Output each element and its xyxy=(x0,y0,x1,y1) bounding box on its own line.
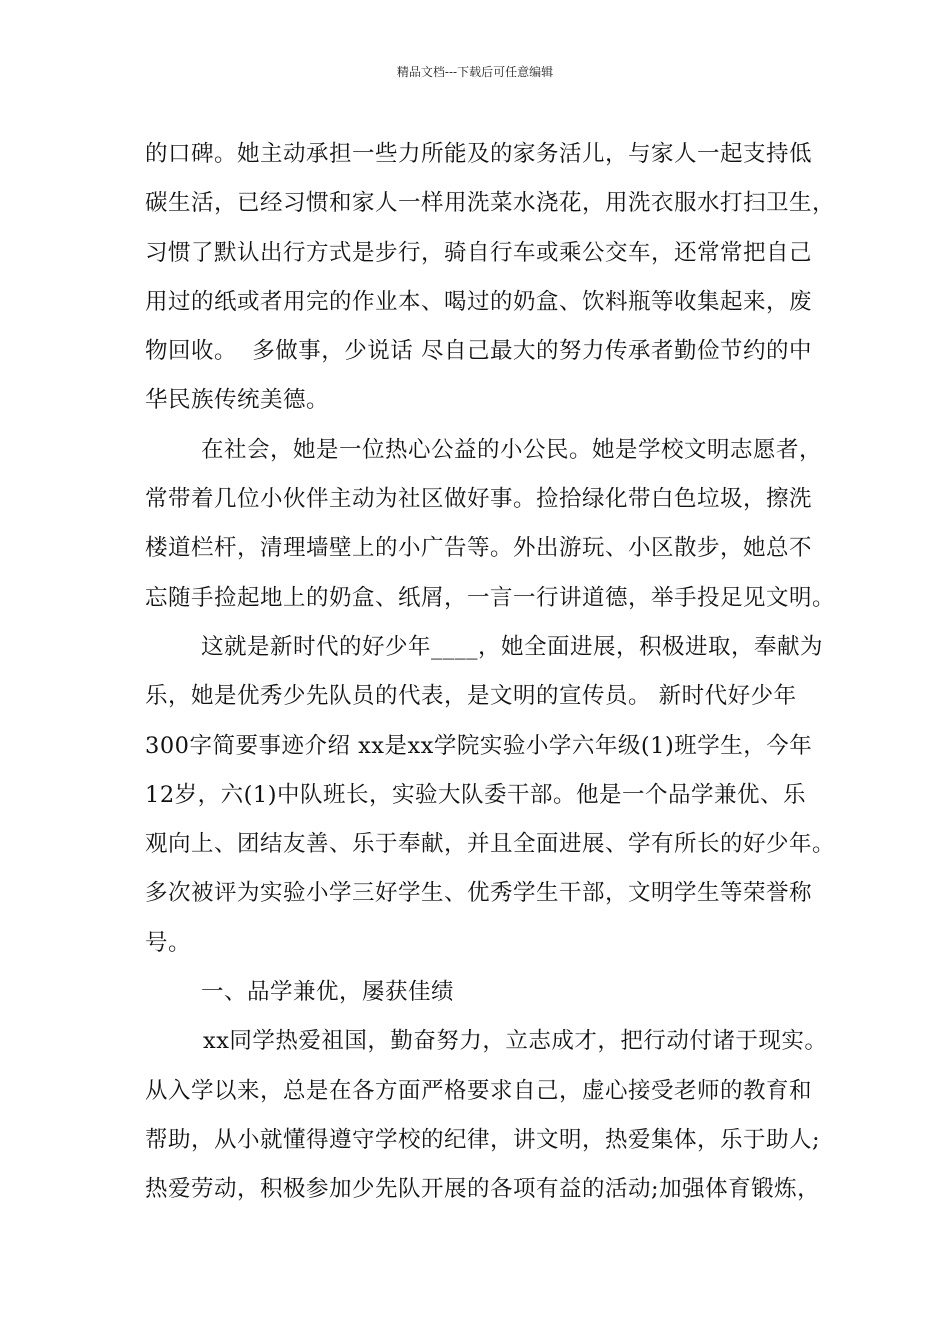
text-line: 华民族传统美德。 xyxy=(145,387,330,414)
text-line: 常带着几位小伙伴主动为社区做好事。捡拾绿化带白色垃圾，擦洗 xyxy=(145,486,813,513)
text-line: 帮助，从小就懂得遵守学校的纪律，讲文明，热爱集体，乐于助人; xyxy=(145,1126,821,1153)
text-line: 用过的纸或者用完的作业本、喝过的奶盒、饮料瓶等收集起来，废 xyxy=(145,288,813,315)
text-line: 物回收。 多做事，少说话 尽自己最大的努力传承者勤俭节约的中 xyxy=(145,338,812,365)
text-line: 习惯了默认出行方式是步行，骑自行车或乘公交车，还常常把自己 xyxy=(145,239,813,266)
page-header: 精品文档---下载后可任意编辑 xyxy=(396,65,554,79)
text-line: 的口碑。她主动承担一些力所能及的家务活儿，与家人一起支持低 xyxy=(145,141,813,167)
text-line: 号。 xyxy=(145,929,192,956)
document-body xyxy=(145,130,836,1215)
text-line: 多次被评为实验小学三好学生、优秀学生干部，文明学生等荣誉称 xyxy=(145,880,813,907)
text-line: 热爱劳动，积极参加少先队开展的各项有益的活动;加强体育锻炼， xyxy=(145,1176,821,1203)
text-line: 忘随手捡起地上的奶盒、纸屑，一言一行讲道德，举手投足见文明。 xyxy=(145,584,836,611)
text-line: 300字简要事迹介绍 xx是xx学院实验小学六年级(1)班学生，今年 xyxy=(145,732,813,759)
paragraph-start-line: xx同学热爱祖国，勤奋努力，立志成才，把行动付诸于现实。 xyxy=(203,1028,828,1055)
text-line: 碳生活，已经习惯和家人一样用洗菜水浇花，用洗衣服水打扫卫生， xyxy=(145,190,836,217)
text-line: 从入学以来，总是在各方面严格要求自己，虚心接受老师的教育和 xyxy=(145,1077,813,1104)
text-line: 楼道栏杆，清理墙壁上的小广告等。外出游玩、小区散步，她总不 xyxy=(145,535,813,562)
text-line: 乐，她是优秀少先队员的代表，是文明的宣传员。 新时代好少年 xyxy=(145,683,797,710)
paragraph-start-line: 这就是新时代的好少年____，她全面进展，积极进取，奉献为 xyxy=(201,633,824,660)
paragraph-start-line: 在社会，她是一位热心公益的小公民。她是学校文明志愿者， xyxy=(201,436,823,463)
section-heading: 一、品学兼优，屡获佳绩 xyxy=(201,979,455,1006)
text-line: 12岁，六(1)中队班长，实验大队委干部。他是一个品学兼优、乐 xyxy=(145,781,807,808)
text-line: 观向上、团结友善、乐于奉献，并且全面进展、学有所长的好少年。 xyxy=(145,831,836,858)
